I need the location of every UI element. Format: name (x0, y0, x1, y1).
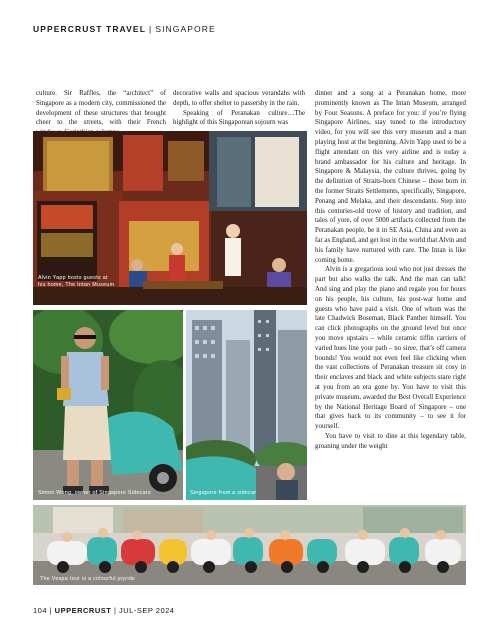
vespa-tour-photo (33, 505, 466, 585)
running-header (33, 24, 216, 34)
page-number: 104 (33, 606, 48, 615)
header-brand: UPPERCRUST TRAVEL (33, 24, 146, 34)
footer-issue: JUL-SEP 2024 (118, 606, 175, 615)
page-footer (33, 606, 174, 615)
col2-paragraph-2: Speaking of Peranakan culture…The highlight of this Singaporean sojourn was (173, 109, 305, 127)
museum-caption-line-2: his home, The Intan Museum (38, 282, 115, 288)
simon-wong-photo (33, 310, 183, 500)
simon-wong-caption: Simon Wong, owner of Singapore Sidecars (38, 490, 151, 496)
footer-magazine: UPPERCRUST (54, 606, 112, 615)
col1-paragraph-1: culture. Sir Raffles, the “architect” of Singapore as a modern city, commissioned the development of these structures that brought cheer to the streets, with their French (36, 90, 166, 127)
sidecar-view-caption: Singapore from a sidecar (190, 490, 257, 496)
col3-paragraph-2: Alvin is a gregarious soul who not just dresses the part but also walks the talk. And the man can talk! And sing and play the piano and regale you for hours on his people, his culture, his post-war home and guests who have paid a visit. One of whom was the late Chadwick Boseman, Black Panther himself. You can click photographs on the ground level but once you move upstairs – while ceramic tiffin carriers of varied hues line your path – no siree, that’s off camera bounds! You would not even feel like clicking when the vast collections of Peranakan treasure sit cosy in their enclaves and black and white subjects stare right at you from an era gone by. You have to visit this private museum, awarded the Best Overall Experience by the National Heritage Board of Singapore – one that gives back to its community – to see it for yourself. (315, 266, 466, 431)
text-column-2 (173, 89, 305, 128)
footer-separator-1: | (49, 606, 53, 615)
museum-caption (38, 275, 118, 289)
header-separator: | (149, 24, 153, 34)
col3-paragraph-3: You have to visit to dine at this legendary table, groaning under the weight (315, 432, 466, 450)
col3-paragraph-1: dinner and a song at a Peranakan home, more prominently known as The Intan Museum, arranged by Four Seasons. A preface for you: if you’re flying Singapore Airlines, stay tuned to the introductory video, for you will see this very museum and a man playing host at the beginning. Alvin Yapp used to be a flight attendant on this very airline and is today a brand ambassador for his culture and heritage. In Singapore & Malaysia, the culture thrives, going by the definition of Straits-born Chinese – those born in the former Straits Settlements, specifically, Singapore, Penang and Melaka, and their descendants. Step into this centuries-old trove of history and tradition, and tales of yore, of over 5000 artifacts collected from the Peranakan people, be it in SE Asia, China and even as far as England, and get lost in the world that Alvin and his family have nurtured with care. The Intan is like coming home. (315, 90, 466, 264)
footer-separator-2: | (113, 606, 117, 615)
header-section: SINGAPORE (155, 24, 216, 34)
text-column-3 (315, 89, 466, 451)
vespa-caption: The Vespa tour is a colourful joyride (40, 576, 136, 582)
museum-caption-line-1: Alvin Yapp hosts guests at (38, 275, 108, 281)
sidecar-view-photo (186, 310, 307, 500)
col2-paragraph-1: decorative walls and spacious verandahs with depth, to offer shelter to passersby in the rain. (173, 90, 305, 107)
